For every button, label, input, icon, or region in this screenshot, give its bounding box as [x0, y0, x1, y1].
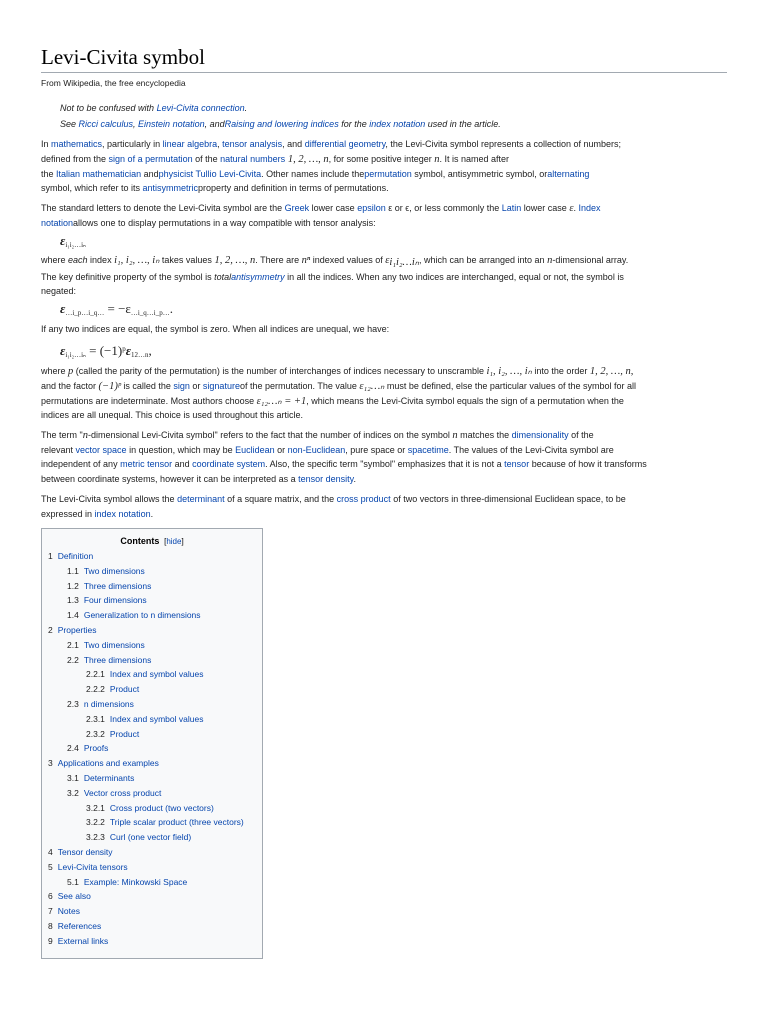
text-run: ε [385, 255, 390, 266]
p7-line-3 [41, 457, 727, 472]
p7-line-1 [41, 428, 727, 443]
text-run: , the Levi-Civita symbol represents a collection of numbers; [385, 139, 622, 149]
toc-item-label[interactable]: Index and symbol values [109, 713, 204, 724]
text-run: , which means the Levi-Civita symbol equals the sign of a permutation when the [306, 396, 624, 406]
toc-item-label[interactable]: Vector cross product [83, 787, 162, 798]
text-run: . There are [255, 255, 302, 265]
toc-item-label[interactable]: Determinants [83, 773, 135, 783]
title-divider [41, 72, 727, 73]
text-run: into the order [531, 366, 590, 376]
link-euclidean[interactable]: Euclidean [235, 445, 275, 455]
text-run: . [573, 203, 579, 213]
text-run: lower case [309, 203, 358, 213]
toc-item-label[interactable]: Curl (one vector field) [109, 832, 192, 843]
text-run: Not to be confused with [60, 103, 157, 113]
table-of-contents [41, 528, 263, 959]
toc-item-label[interactable]: Index and symbol values [109, 669, 204, 680]
toc-item-label[interactable]: n dimensions [83, 699, 134, 709]
link-index-notation-3[interactable]: index notation [94, 509, 151, 519]
text-run: i₁i₂…iₙ [65, 241, 86, 249]
text-run: n [452, 430, 458, 441]
toc-item[interactable] [86, 801, 214, 816]
toc-item-label[interactable]: Three dimensions [83, 580, 152, 591]
text-run: 12…n [131, 351, 149, 359]
link-levi-civita-connection[interactable]: Levi-Civita connection [156, 103, 245, 113]
toc-item[interactable] [86, 830, 191, 845]
text-run: , which can be arranged into an [418, 255, 548, 265]
toc-item[interactable] [67, 653, 151, 668]
text-run: ε [60, 301, 66, 316]
toc-item-number: 5.1 [67, 876, 79, 887]
text-run: of the [192, 154, 221, 164]
toc-item-number: 3.2.2 [86, 817, 105, 828]
toc-item[interactable] [48, 549, 93, 564]
toc-item-number: 9 [48, 935, 53, 946]
p8-line-2 [41, 507, 727, 522]
text-run: must be defined, else the particular values of the symbol for all [384, 381, 636, 391]
text-run: for the [338, 119, 370, 129]
text-run: ε [125, 343, 132, 358]
text-run: total [214, 272, 232, 282]
text-run: n [82, 430, 88, 441]
toc-item-label[interactable]: Four dimensions [83, 595, 147, 606]
link-physicist[interactable]: physicist [158, 169, 194, 179]
toc-item-label[interactable]: Applications and examples [57, 758, 159, 769]
toc-item-label[interactable]: Product [109, 728, 140, 739]
toc-item-number: 1.2 [67, 580, 79, 591]
link-index-notation[interactable]: index notation [369, 119, 426, 129]
toc-item-label[interactable]: Two dimensions [83, 639, 145, 650]
toc-item-number: 3.1 [67, 773, 79, 783]
equation-epsilon-indices [60, 233, 86, 253]
text-run: . Also, the specific term "symbol" emphasizes that it is not a [265, 459, 505, 469]
text-run: used in the article. [425, 119, 501, 129]
text-run: nⁿ [301, 255, 311, 266]
toc-item[interactable] [48, 919, 101, 934]
toc-item[interactable] [67, 564, 145, 579]
text-run: ε₁₂…ₙ [359, 381, 385, 392]
text-run: …i_q…i_p… [130, 309, 170, 317]
toc-item[interactable] [86, 682, 139, 697]
toc-item-label[interactable]: See also [57, 891, 91, 902]
text-run: . [244, 103, 248, 113]
text-run: , and [282, 139, 305, 149]
text-run: -dimensional array. [552, 255, 629, 265]
link-index-notation-2a[interactable]: Index [578, 203, 601, 213]
text-run: indexed values of [310, 255, 386, 265]
toc-item-number: 5 [48, 861, 53, 872]
tagline: From Wikipedia, the free encyclopedia [41, 78, 186, 88]
link-antisymmetry[interactable]: antisymmetry [231, 272, 285, 282]
text-run: (−1)ᵖ [98, 381, 121, 392]
link-sign-of-permutation[interactable]: sign of a permutation [108, 154, 193, 164]
text-run: ε [569, 203, 574, 214]
text-run: in question, which may be [126, 445, 236, 455]
link-einstein-notation[interactable]: Einstein notation [138, 119, 205, 129]
text-run: 1, 2, …, n [285, 154, 329, 165]
equation-antisymmetry [60, 301, 173, 321]
p6-line-1 [41, 364, 727, 379]
text-run: , [133, 119, 139, 129]
text-run: allows one to display permutations in a way compatible with tensor analysis: [73, 218, 376, 228]
toc-item-number: 3.2.3 [86, 832, 105, 843]
text-run: p [122, 345, 126, 353]
toc-item[interactable] [67, 786, 161, 801]
text-run: in all the indices. When any two indices are interchanged, equal or not, the symbol is [284, 272, 624, 282]
text-run: 1, 2, …, n [214, 255, 256, 266]
text-run: expressed in [41, 509, 95, 519]
toc-item[interactable] [67, 771, 134, 786]
link-tensor[interactable]: tensor [504, 459, 530, 469]
link-spacetime[interactable]: spacetime [407, 445, 449, 455]
text-run: . [150, 509, 154, 519]
toc-item-number: 8 [48, 921, 53, 931]
text-run: relevant [41, 445, 76, 455]
text-run: . [353, 474, 357, 484]
toc-item-label[interactable]: Levi-Civita tensors [57, 861, 128, 872]
p1-line-4 [41, 181, 727, 196]
toc-title: Contents [hide] [120, 536, 184, 546]
text-run: between coordinate systems, however it can be interpreted as a [41, 474, 299, 484]
toc-item[interactable] [48, 860, 128, 875]
toc-item-label[interactable]: Notes [57, 906, 80, 917]
text-run: of the permutation. The value [239, 381, 360, 391]
text-run: i₁, i₂, …, iₙ [114, 255, 160, 266]
p1-line-1 [41, 137, 727, 152]
text-run: . It is named after [439, 154, 509, 164]
text-run: and [141, 169, 159, 179]
toc-item[interactable] [86, 815, 244, 830]
p1-line-3 [41, 167, 727, 182]
text-run: or [189, 381, 203, 391]
link-dimensionality[interactable]: dimensionality [511, 430, 569, 440]
toc-item[interactable] [48, 934, 108, 949]
toc-item-number: 2.4 [67, 743, 79, 754]
text-run: The standard letters to denote the Levi-Civita symbol are the [41, 203, 285, 213]
text-run: , pure space or [345, 445, 408, 455]
toc-item-label[interactable]: Tensor density [57, 847, 113, 857]
text-run: , and [204, 119, 225, 129]
toc-item-number: 2.3.1 [86, 713, 105, 724]
text-run: -dimensional Levi-Civita symbol" refers to the fact that the number of indices on the symbol [87, 430, 453, 440]
link-latin[interactable]: Latin [501, 203, 522, 213]
toc-item-label[interactable]: Generalization to n dimensions [83, 610, 201, 621]
text-run: symbol, antisymmetric symbol, or [411, 169, 548, 179]
link-signature[interactable]: signature [202, 381, 240, 391]
text-run: each [68, 255, 88, 265]
link-italian[interactable]: Italian [56, 169, 81, 179]
toc-item[interactable] [48, 756, 159, 771]
text-run: = (−1) [85, 343, 123, 358]
hatnote-2 [60, 117, 746, 132]
text-run: negated: [41, 286, 77, 296]
toc-item-label[interactable]: Properties [57, 625, 97, 635]
text-run: . Other names include the [261, 169, 365, 179]
toc-item-label[interactable]: Example: Minkowski Space [83, 876, 188, 887]
text-run: n [547, 255, 553, 266]
toc-item[interactable] [67, 579, 151, 594]
toc-item-number: 2.2.2 [86, 684, 105, 695]
link-sign[interactable]: sign [173, 381, 190, 391]
p2-line-1 [41, 201, 727, 216]
p1-line-2 [41, 152, 727, 167]
text-run: . [169, 301, 173, 316]
link-linear-algebra[interactable]: linear algebra [162, 139, 218, 149]
text-run: The term " [41, 430, 83, 440]
text-run: . The values of the Levi-Civita symbol are [448, 445, 614, 455]
text-run: permutations are indeterminate. Most authors choose [41, 396, 257, 406]
link-tensor-density[interactable]: tensor density [298, 474, 354, 484]
text-run: i₁, i₂, …, iₙ [486, 366, 532, 377]
toc-item[interactable] [67, 741, 108, 756]
text-run: ε [60, 233, 66, 248]
toc-item[interactable] [48, 845, 113, 860]
text-run: lower case [521, 203, 570, 213]
text-run: , [148, 343, 152, 358]
toc-item[interactable] [67, 608, 201, 623]
p5: If any two indices are equal, the symbol is zero. When all indices are unequal, we have: [41, 324, 390, 334]
toc-item-number: 2.2 [67, 654, 79, 665]
toc-item[interactable] [86, 712, 203, 727]
text-run: is called the [120, 381, 174, 391]
toc-item-number: 3.2 [67, 787, 79, 798]
toc-item[interactable] [67, 593, 147, 608]
link-permutation[interactable]: permutation [364, 169, 412, 179]
text-run: matches the [457, 430, 512, 440]
link-tensor-analysis[interactable]: tensor analysis [222, 139, 283, 149]
text-run: …i_p…i_q… [65, 309, 105, 317]
text-run: = −ε [104, 301, 131, 316]
text-run: 1, 2, …, n, [589, 366, 634, 377]
text-run: of two vectors in three-dimensional Euclidean space, to be [390, 494, 626, 504]
text-run: ε or ϵ, or less commonly the [385, 203, 502, 213]
p7-line-2 [41, 443, 727, 458]
text-run: property and definition in terms of permutations. [198, 183, 389, 193]
toc-item[interactable] [48, 904, 80, 919]
text-run: See [60, 119, 79, 129]
toc-item[interactable] [67, 697, 134, 712]
link-natural-numbers[interactable]: natural numbers [220, 154, 286, 164]
link-non-euclidean[interactable]: non-Euclidean [287, 445, 346, 455]
toc-item[interactable] [48, 623, 96, 638]
link-epsilon[interactable]: epsilon [357, 203, 386, 213]
page-title: Levi-Civita symbol [41, 45, 205, 69]
toc-item-label[interactable]: Product [109, 684, 140, 695]
toc-item-number: 1.3 [67, 595, 79, 606]
toc-item-number: 6 [48, 891, 53, 902]
toc-item-number: 2.3 [67, 699, 79, 709]
text-run: In [41, 139, 52, 149]
toc-item-label[interactable]: Two dimensions [83, 565, 145, 576]
p6-line-4 [41, 408, 727, 423]
text-run: , particularly in [102, 139, 163, 149]
toc-item[interactable] [86, 727, 139, 742]
toc-item-label[interactable]: Proofs [83, 743, 109, 754]
equation-sign [60, 342, 152, 363]
p3-line-1 [41, 253, 727, 270]
p4-line-2 [41, 284, 727, 299]
link-greek[interactable]: Greek [284, 203, 310, 213]
link-coordinate-system[interactable]: coordinate system [192, 459, 266, 469]
link-differential-geometry[interactable]: differential geometry [304, 139, 386, 149]
toc-item-label[interactable]: Definition [57, 551, 94, 561]
link-tullio-levi-civita[interactable]: Tullio Levi-Civita [195, 169, 262, 179]
toc-item-number: 1 [48, 551, 53, 561]
text-run: where [41, 255, 69, 265]
toc-item-label[interactable]: References [57, 921, 102, 931]
text-run: and the factor [41, 381, 99, 391]
toc-item-number: 3 [48, 758, 53, 769]
link-raising-lowering-indices[interactable]: Raising and lowering indices [224, 119, 339, 129]
link-cross-product[interactable]: cross product [336, 494, 391, 504]
toc-item[interactable] [67, 638, 145, 653]
link-mathematician[interactable]: mathematician [82, 169, 142, 179]
toc-item-number: 3.2.1 [86, 802, 105, 813]
p7-line-4 [41, 472, 727, 487]
p6-line-3 [41, 394, 727, 409]
text-run: The key definitive property of the symbol is [41, 272, 215, 282]
text-run: because of how it transforms [529, 459, 647, 469]
link-index-notation-2b[interactable]: notation [41, 218, 74, 228]
p4-line-1 [41, 270, 727, 285]
toc-item-label[interactable]: Triple scalar product (three vectors) [109, 817, 244, 828]
text-run: index [87, 255, 115, 265]
text-run: takes values [159, 255, 215, 265]
text-run: , [217, 139, 223, 149]
toc-item-label[interactable]: External links [57, 935, 109, 946]
toc-item-label[interactable]: Cross product (two vectors) [109, 802, 214, 813]
toc-item[interactable] [67, 875, 187, 890]
text-run: the [41, 169, 57, 179]
text-run: n [434, 154, 440, 165]
text-run: of a square matrix, and the [224, 494, 337, 504]
text-run: where [41, 366, 69, 376]
toc-hide-toggle[interactable]: hide [166, 537, 182, 546]
link-metric-tensor[interactable]: metric tensor [120, 459, 173, 469]
text-run: or [274, 445, 288, 455]
p2-line-2 [41, 216, 727, 231]
toc-item-number: 2.3.2 [86, 728, 105, 739]
toc-item-number: 1.1 [67, 565, 79, 576]
text-run: i₁i₂…iₙ [65, 351, 86, 359]
toc-item[interactable] [48, 889, 91, 904]
text-run: i₁i₂…iₙ [389, 257, 419, 268]
link-ricci-calculus[interactable]: Ricci calculus [78, 119, 134, 129]
text-run: (called the parity of the permutation) is the number of interchanges of indices necessary to unscramble [73, 366, 487, 376]
text-run: ε [60, 343, 66, 358]
link-determinant[interactable]: determinant [177, 494, 225, 504]
text-run: defined from the [41, 154, 109, 164]
toc-item-number: 2.2.1 [86, 669, 105, 680]
p8-line-1 [41, 492, 727, 507]
text-run: ε₁₂…ₙ = +1 [256, 396, 307, 407]
text-run: , for some positive integer [328, 154, 435, 164]
toc-item-number: 2 [48, 625, 53, 635]
text-run: of the [568, 430, 594, 440]
link-antisymmetric[interactable]: antisymmetric [142, 183, 199, 193]
text-run: indices are all unequal. This choice is used throughout this article. [41, 410, 303, 420]
text-run: and [172, 459, 193, 469]
text-run: symbol, which refer to its [41, 183, 143, 193]
hatnote-1 [60, 101, 746, 116]
link-vector-space[interactable]: vector space [75, 445, 127, 455]
toc-item[interactable] [86, 667, 203, 682]
toc-item-number: 2.1 [67, 639, 79, 650]
toc-item-label[interactable]: Three dimensions [83, 654, 152, 665]
p6-line-2 [41, 379, 727, 394]
toc-item-number: 1.4 [67, 610, 79, 621]
link-alternating[interactable]: alternating [547, 169, 590, 179]
text-run: The Levi-Civita symbol allows the [41, 494, 178, 504]
text-run: independent of any [41, 459, 121, 469]
toc-item-number: 4 [48, 847, 53, 857]
text-run: p [68, 366, 74, 377]
link-mathematics[interactable]: mathematics [51, 139, 103, 149]
toc-item-number: 7 [48, 906, 53, 917]
